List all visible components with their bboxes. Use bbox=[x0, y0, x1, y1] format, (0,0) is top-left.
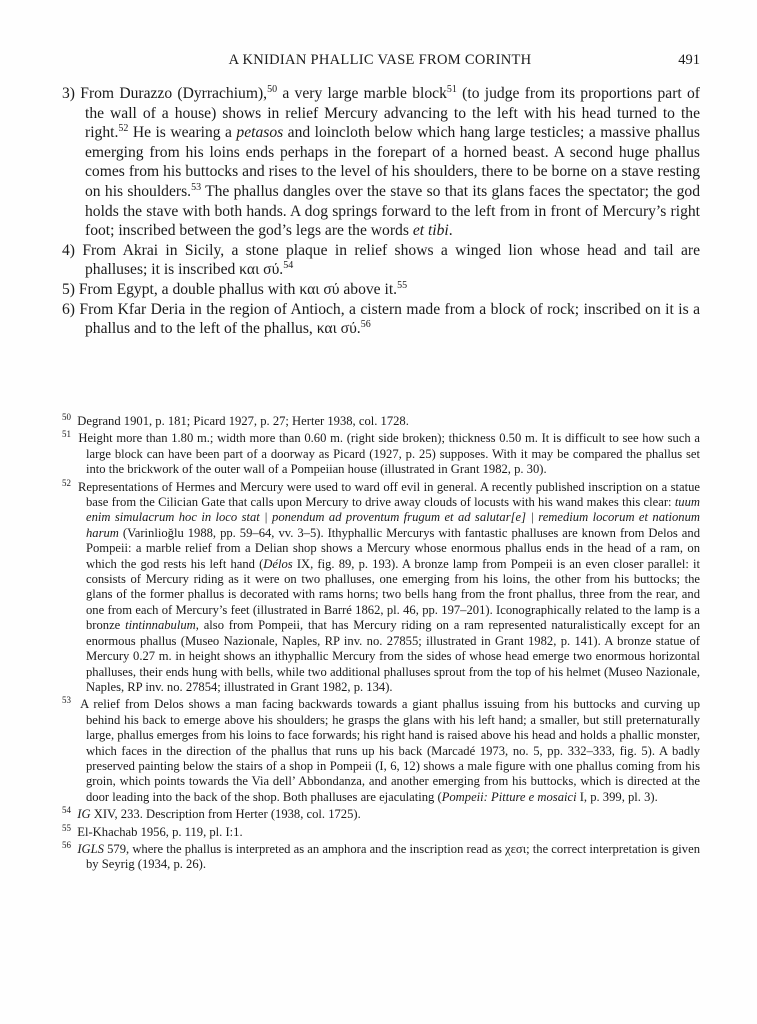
footnote-52 bbox=[62, 477, 700, 696]
footnote-text: Representations of Hermes and Mercury were used to ward off evil in general. A recently published inscription on a statue base from the Cilician Gate that calls upon Mercury to drive away clouds of locusts with his wand makes this clear: bbox=[77, 479, 700, 510]
text-span: and loincloth below which hang large testicles; a massive phallus emerging from his loins ends perhaps in the forepart of a horned beast. A second huge phallus comes from his buttocks and rises to the level of his shoulders, there to be borne on a stave resting on his shoulders. bbox=[85, 124, 700, 200]
footnote-ref-53: 53 bbox=[191, 181, 202, 193]
footnote-text: Height more than 1.80 m.; width more than 0.60 m. (right side broken); thickness 0.50 m. It is difficult to see how such a large block can have been part of a doorway as Picard (1927, p. 25) supposes. With it may be compared the phallus set into the brickwork of the outer wall of a Pompeiian house (illustrated in Grant 1982, p. 30). bbox=[78, 431, 700, 477]
italic-term: IG bbox=[77, 807, 91, 822]
footnote-number: 56 bbox=[62, 839, 71, 850]
text-span: a very large marble block bbox=[277, 85, 447, 102]
footnotes bbox=[62, 411, 700, 875]
main-text bbox=[62, 84, 700, 339]
text-span: 3) From Durazzo (Dyrrachium), bbox=[62, 85, 268, 102]
footnote-text: XIV, 233. Description from Herter (1938, col. 1725). bbox=[90, 807, 361, 822]
latin-quote: tuum enim simulacrum hoc in loco stat | ponendum ad proventum frugum et ad salutar[e] | remedium locorum et nationum harum bbox=[86, 495, 700, 540]
footnote-53 bbox=[62, 697, 700, 805]
footnote-text: IX, fig. 89, p. 193). A bronze lamp from Pompeii is an even closer parallel: it consists of Mercury riding as it were on two phalluses, one emerging from his loins, the other from his buttocks; the glans of the former phallus is decorated with rams horns; two bells hang from the front phallus, three from the rear, and one from each of Mercury’s feet (illustrated in Barré 1862, pl. 46, pp. 197–201). Iconographically related to the lamp is a bronze bbox=[86, 556, 700, 633]
footnote-51 bbox=[62, 431, 700, 477]
page-number: 491 bbox=[678, 52, 700, 68]
footnote-text: A relief from Delos shows a man facing backwards towards a giant phallus issuing from his buttocks and curving up behind his back to emerge above his shoulders; he grasps the glans with his left hand; a smaller, but still preternaturally large, phallus emerges from his loins to face forwards; his right hand is raised above his head and holds a phallic monster, which faces in the direction of the phallus that runs up his back (Marcadé 1973, no. 5, pp. 332–333, fig. 5). A badly preserved painting below the stairs of a shop in Pompeii (I, 6, 12) shows a male figure with one phallus coming from his groin, which points towards the Via dell’ Abbondanza, and another emerging from his buttocks, which is directed at the door leading into the back of the shop. Both phalluses are ejaculating ( bbox=[80, 697, 700, 804]
running-title: A KNIDIAN PHALLIC VASE FROM CORINTH bbox=[228, 52, 532, 68]
footnote-text: I, p. 399, pl. 3). bbox=[576, 789, 658, 804]
italic-term: IGLS bbox=[77, 841, 104, 856]
footnote-number: 50 bbox=[62, 411, 71, 422]
text-span: (to judge from its proportions part of the wall of a house) shows in relief Mercury advancing to the left with his head turned to the right. bbox=[85, 85, 700, 142]
footnote-ref-54: 54 bbox=[283, 260, 294, 272]
footnote-text: Degrand 1901, p. 181; Picard 1927, p. 27; Herter 1938, col. 1728. bbox=[77, 414, 409, 428]
footnote-number: 51 bbox=[62, 429, 71, 440]
list-item-3 bbox=[62, 84, 700, 241]
list-item-6 bbox=[62, 300, 700, 339]
footnote-56 bbox=[62, 839, 700, 873]
list-item-5 bbox=[62, 280, 700, 300]
footnote-55 bbox=[62, 822, 700, 840]
footnote-50 bbox=[62, 411, 700, 429]
italic-term: et tibi bbox=[412, 222, 449, 240]
footnote-text: (Varinlioğlu 1988, pp. 59–64, vv. 3–5). Ithyphallic Mercurys with fantastic phalluses are known from Delos and Pompeii: a marble relief from a Delian shop shows a Mercury whose enormous phallus ends in the head of a ram, on which the god rests his left hand ( bbox=[86, 525, 700, 571]
footnote-ref-50: 50 bbox=[267, 83, 278, 95]
italic-term: Pompeii: Pitture e mosaici bbox=[441, 789, 577, 804]
footnote-54 bbox=[62, 804, 700, 822]
footnote-number: 55 bbox=[62, 822, 71, 833]
footnote-text: , also from Pompeii, that has Mercury riding on a ram represented naturalistically except for an enormous phallus (Museo Nazionale, Naples, RP inv. no. 27855; illustrated in Grant 1982, p. 141). A bronze statue of Mercury 0.27 m. in height shows an ithyphallic Mercury from the sides of whose head emerge two enormous horizontal phalluses, their ends hung with bells, while two additional phalluses sprout from the top of his helmet (Museo Nazionale, Naples, RP inv. no. 27854; illustrated in Grant 1982, p. 134). bbox=[86, 618, 700, 694]
footnote-number: 53 bbox=[62, 695, 71, 706]
text-span: 4) From Akrai in Sicily, a stone plaque in relief shows a winged lion whose head and tail are phalluses; it is inscribed και σύ. bbox=[62, 241, 700, 279]
footnote-number: 54 bbox=[62, 804, 71, 815]
footnote-ref-51: 51 bbox=[446, 83, 457, 95]
text-span: . bbox=[448, 222, 453, 240]
italic-term: petasos bbox=[236, 124, 284, 142]
footnote-ref-55: 55 bbox=[397, 279, 408, 291]
footnote-text: El-Khachab 1956, p. 119, pl. I:1. bbox=[77, 824, 243, 839]
text-span: He is wearing a bbox=[128, 124, 237, 142]
running-header bbox=[60, 52, 700, 72]
italic-term: Délos bbox=[263, 556, 293, 571]
footnote-number: 52 bbox=[62, 477, 71, 488]
footnote-text: 579, where the phallus is interpreted as an amphora and the inscription read as χεσι; the correct interpretation is given by Seyrig (1934, p. 26). bbox=[86, 841, 700, 872]
footnote-ref-56: 56 bbox=[360, 318, 371, 330]
text-span: 6) From Kfar Deria in the region of Antioch, a cistern made from a block of rock; inscribed on it is a phallus and to the left of the phallus, και σύ. bbox=[62, 300, 700, 338]
footnote-ref-52: 52 bbox=[118, 123, 129, 134]
list-item-4 bbox=[62, 241, 700, 280]
text-span: The phallus dangles over the stave so that its glans faces the spectator; the god holds the stave with both hands. A dog springs forward to the left from in front of Mercury’s right foot; inscribed between the god’s legs are the words bbox=[85, 182, 700, 240]
italic-term: tintinnabulum bbox=[125, 618, 196, 633]
text-span: 5) From Egypt, a double phallus with και σύ above it. bbox=[62, 280, 398, 298]
